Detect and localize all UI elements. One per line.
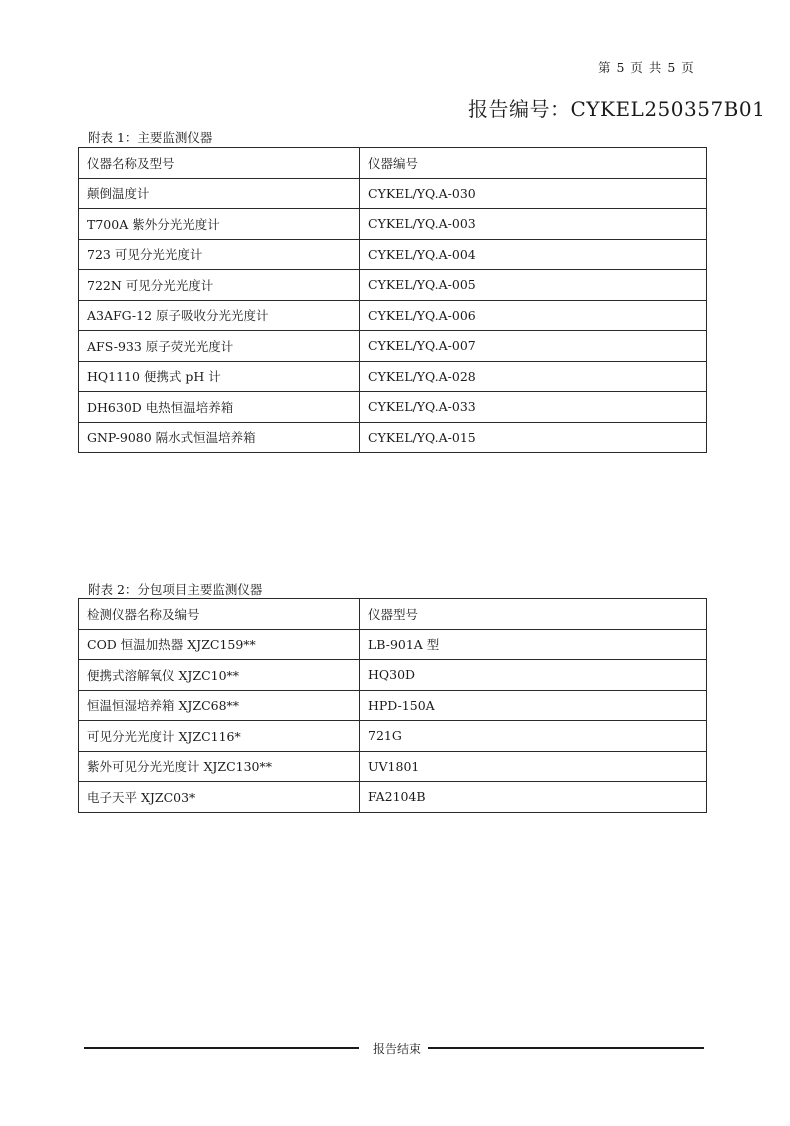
instrument-id: CYKEL/YQ.A-003 [360,209,707,240]
instrument-name: 便携式溶解氧仪 XJZC10** [79,660,360,691]
instrument-name: 电子天平 XJZC03* [79,782,360,813]
subcontract-instruments-table [78,598,707,813]
instrument-model: LB-901A 型 [360,629,707,660]
table-row [79,392,707,423]
page-number: 第 5 页 共 5 页 [598,60,695,75]
table-row [79,209,707,240]
column-header: 仪器型号 [360,599,707,630]
instrument-id: CYKEL/YQ.A-005 [360,270,707,301]
instrument-name: T700A 紫外分光光度计 [79,209,360,240]
instrument-name: 紫外可见分光光度计 XJZC130** [79,751,360,782]
instrument-id: CYKEL/YQ.A-028 [360,361,707,392]
instrument-model: 721G [360,721,707,752]
instrument-model: HQ30D [360,660,707,691]
table-row [79,270,707,301]
table1-caption: 附表 1：主要监测仪器 [88,130,213,145]
instrument-id: CYKEL/YQ.A-030 [360,178,707,209]
instrument-name: COD 恒温加热器 XJZC159** [79,629,360,660]
table2-caption: 附表 2：分包项目主要监测仪器 [88,582,263,597]
table-header-row [79,599,707,630]
instrument-id: CYKEL/YQ.A-033 [360,392,707,423]
instrument-name: A3AFG-12 原子吸收分光光度计 [79,300,360,331]
main-instruments-table [78,147,707,453]
column-header: 仪器编号 [360,148,707,179]
instrument-id: CYKEL/YQ.A-004 [360,239,707,270]
table-row [79,782,707,813]
table-row [79,361,707,392]
instrument-name: 723 可见分光光度计 [79,239,360,270]
table-header-row [79,148,707,179]
instrument-name: HQ1110 便携式 pH 计 [79,361,360,392]
instrument-id: CYKEL/YQ.A-006 [360,300,707,331]
end-divider-right [428,1047,704,1049]
instrument-name: 722N 可见分光光度计 [79,270,360,301]
table-row [79,751,707,782]
instrument-id: CYKEL/YQ.A-015 [360,422,707,453]
instrument-name: GNP-9080 隔水式恒温培养箱 [79,422,360,453]
end-divider-left [84,1047,359,1049]
instrument-model: HPD-150A [360,690,707,721]
instrument-model: UV1801 [360,751,707,782]
table-row [79,331,707,362]
table-row [79,629,707,660]
instrument-name: 可见分光光度计 XJZC116* [79,721,360,752]
table-row [79,690,707,721]
instrument-name: 颠倒温度计 [79,178,360,209]
instrument-name: AFS-933 原子荧光光度计 [79,331,360,362]
report-number: 报告编号：CYKEL250357B01 [468,97,766,121]
instrument-id: CYKEL/YQ.A-007 [360,331,707,362]
table-row [79,239,707,270]
table-row [79,660,707,691]
table-row [79,422,707,453]
table-row [79,721,707,752]
instrument-name: DH630D 电热恒温培养箱 [79,392,360,423]
report-end-text: 报告结束 [373,1042,422,1056]
column-header: 仪器名称及型号 [79,148,360,179]
instrument-name: 恒温恒湿培养箱 XJZC68** [79,690,360,721]
table-row [79,178,707,209]
instrument-model: FA2104B [360,782,707,813]
table-row [79,300,707,331]
column-header: 检测仪器名称及编号 [79,599,360,630]
